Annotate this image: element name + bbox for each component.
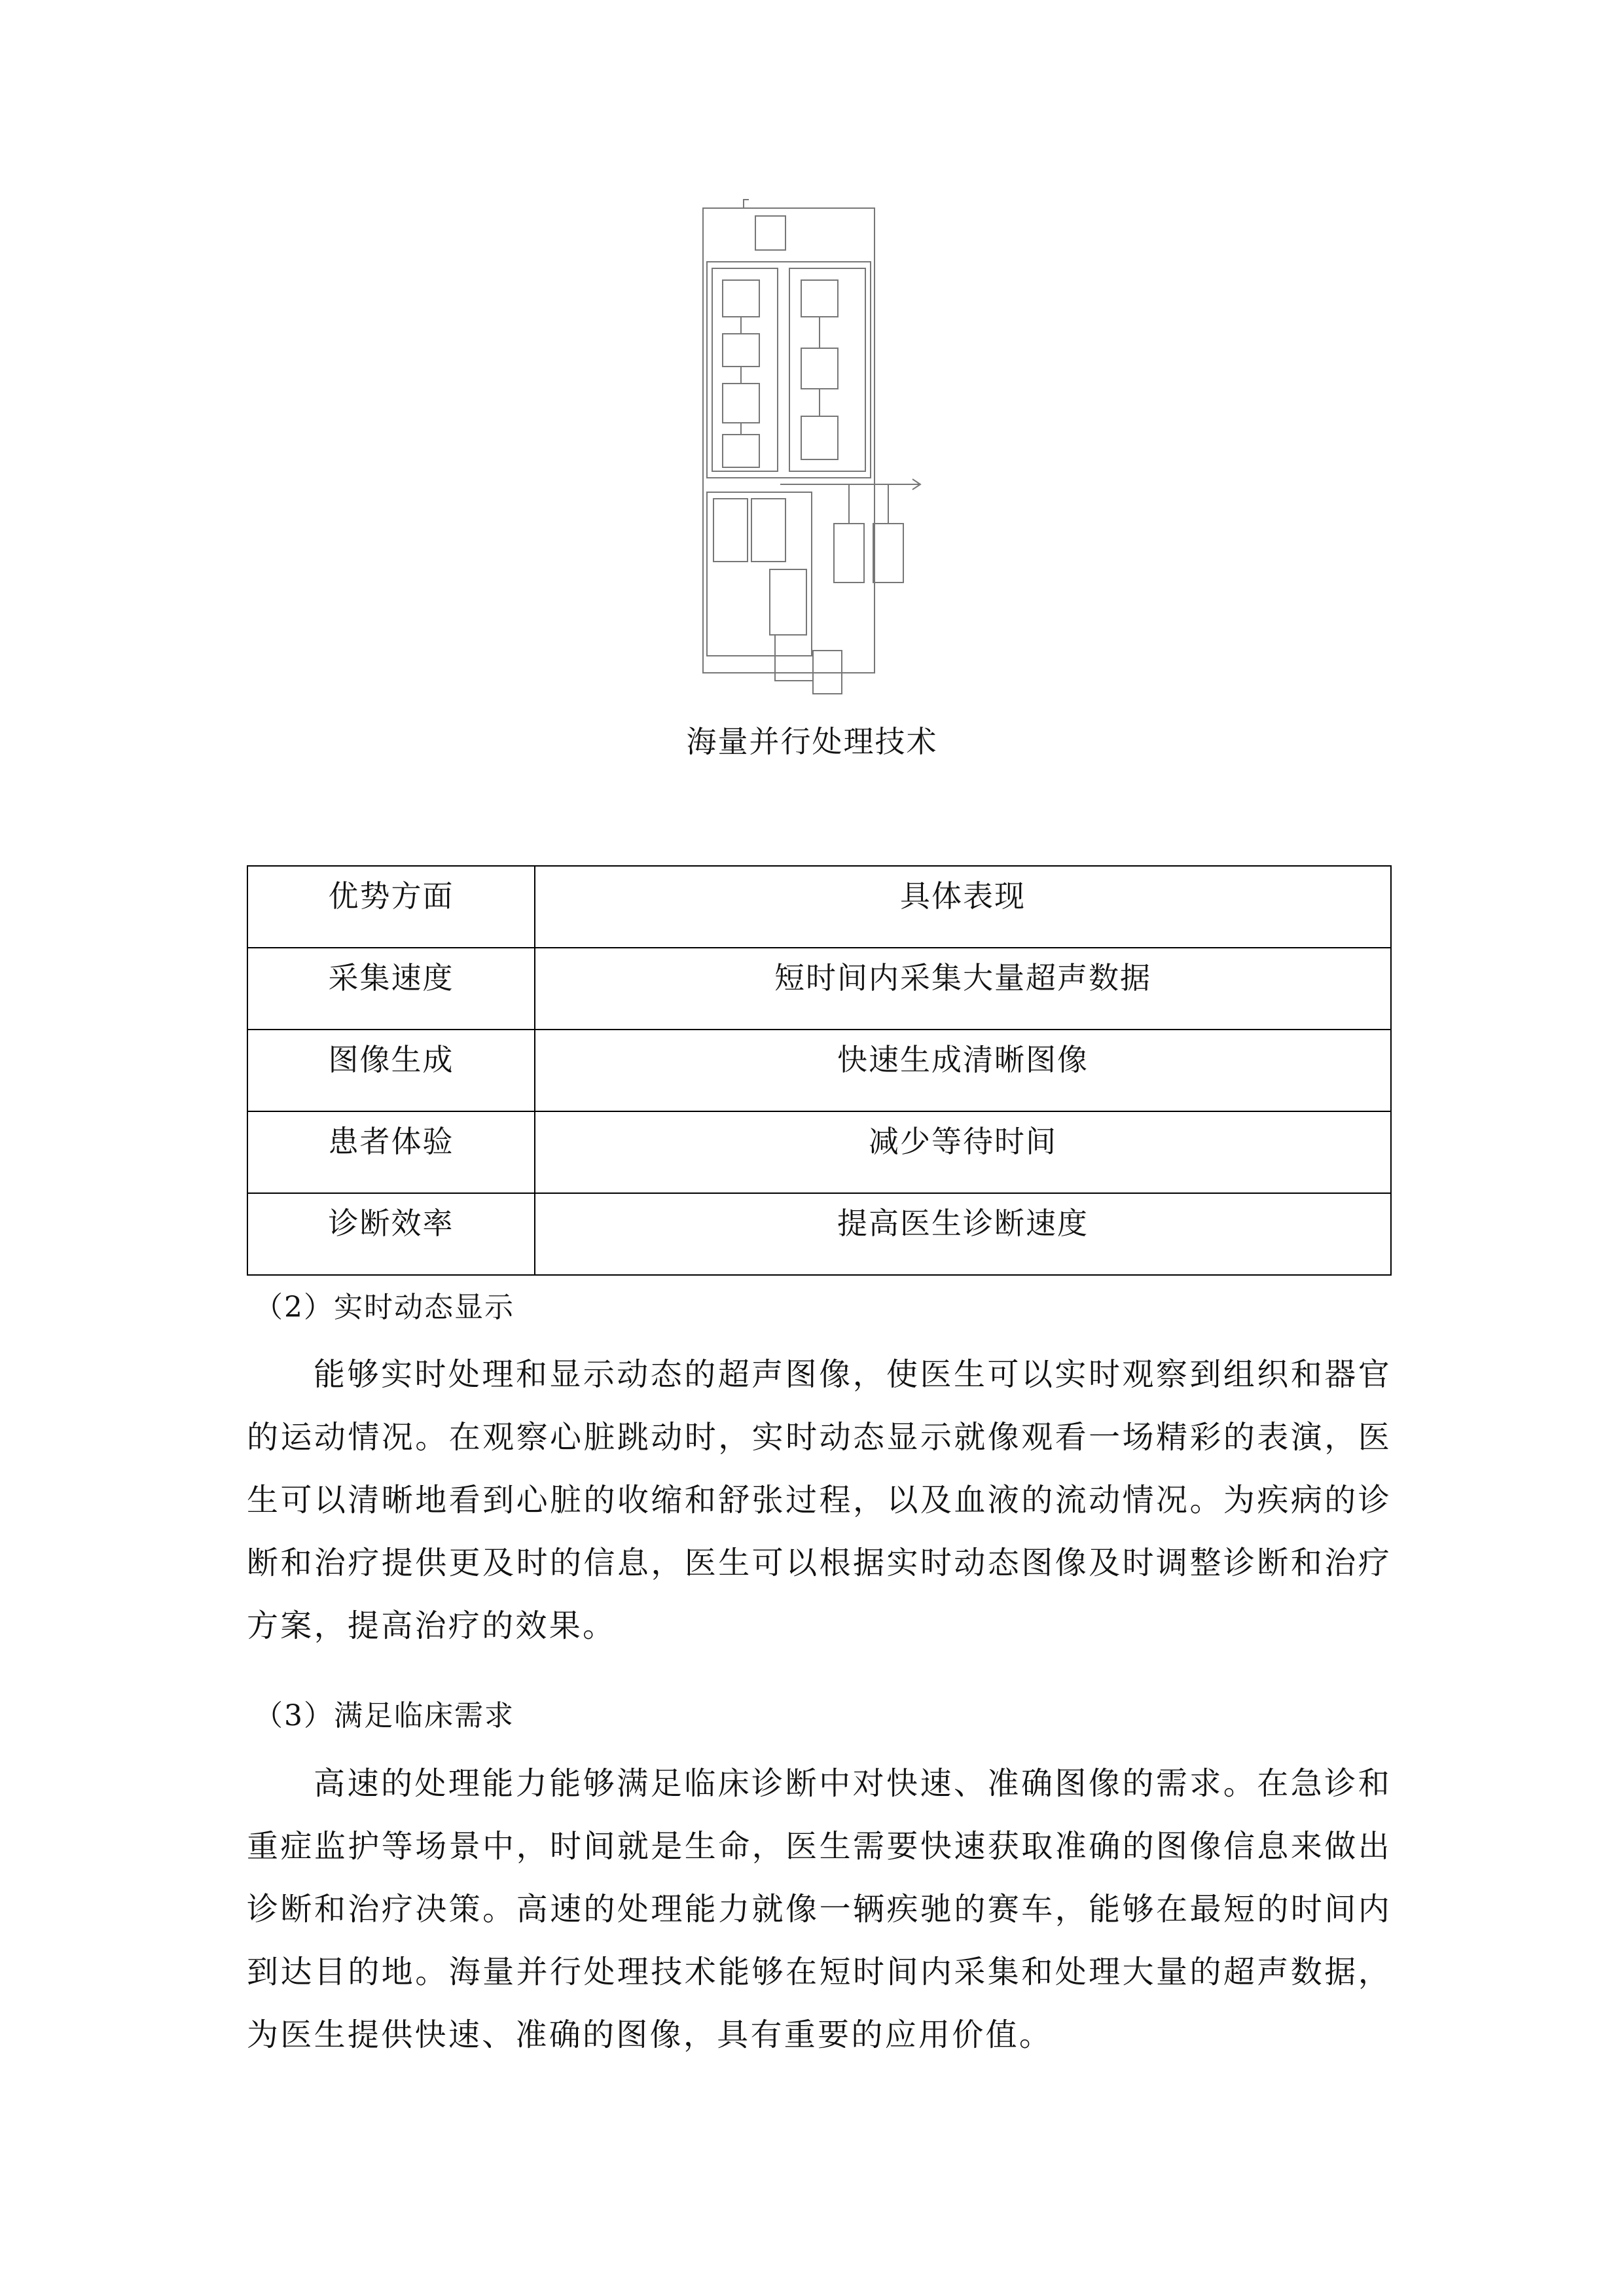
header-cell-aspect: 优势方面 xyxy=(328,878,454,914)
side-links xyxy=(849,484,888,524)
probe-connector xyxy=(744,200,749,208)
block-b3 xyxy=(770,569,806,635)
table-row xyxy=(247,1111,1391,1193)
output-link xyxy=(775,635,813,681)
lower-module xyxy=(707,492,812,656)
block-l4 xyxy=(723,435,759,467)
advantages-table xyxy=(247,865,1392,1276)
section-paragraph-realtime: 能够实时处理和显示动态的超声图像，使医生可以实时观察到组织和器官的运动情况。在观察心脏跳动时，实时动态显示就像观看一场精彩的表演，医生可以清晰地看到心脏的收缩和舒张过程，以及血液的流动情况。为疾病的诊断和治疗提供更及时的信息，医生可以根据实时动态图像及时调整诊断和治疗方案，提高治疗的效果。 xyxy=(247,1356,1392,1644)
block-l2 xyxy=(723,334,759,367)
block-r3 xyxy=(801,416,838,459)
table-cell: 快速生成清晰图像 xyxy=(837,1042,1089,1077)
table-row xyxy=(247,1193,1391,1275)
block-r1 xyxy=(801,280,838,317)
table-cell: 诊断效率 xyxy=(328,1206,454,1241)
header-cell-detail: 具体表现 xyxy=(900,878,1026,914)
block-l1 xyxy=(723,280,759,317)
table-cell: 提高医生诊断速度 xyxy=(837,1206,1089,1241)
section-title-clinical: （3）满足临床需求 xyxy=(254,1699,514,1732)
block-diagram-figure xyxy=(696,196,933,708)
table-header-row xyxy=(247,866,1391,948)
side-block-1 xyxy=(834,524,864,583)
block-diagram xyxy=(696,196,933,708)
table-row xyxy=(247,948,1391,1030)
table-cell: 减少等待时间 xyxy=(869,1124,1057,1159)
table-cell: 图像生成 xyxy=(328,1042,454,1077)
figure-caption: 海量并行处理技术 xyxy=(686,724,938,759)
table-cell: 短时间内采集大量超声数据 xyxy=(774,960,1151,996)
block-l3 xyxy=(723,384,759,423)
side-block-2 xyxy=(873,524,903,583)
table-cell: 患者体验 xyxy=(328,1124,454,1159)
section-paragraph-clinical: 高速的处理能力能够满足临床诊断中对快速、准确图像的需求。在急诊和重症监护等场景中，时间就是生命，医生需要快速获取准确的图像信息来做出诊断和治疗决策。高速的处理能力就像一辆疾驰的赛车，能够在最短的时间内到达目的地。海量并行处理技术能够在短时间内采集和处理大量的超声数据，为医生提供快速、准确的图像，具有重要的应用价值。 xyxy=(247,1765,1392,2053)
block-b1 xyxy=(713,499,748,562)
block-b2 xyxy=(751,499,785,562)
section-title-realtime: （2）实时动态显示 xyxy=(254,1291,514,1324)
table-row xyxy=(247,1030,1391,1111)
block-r2 xyxy=(801,348,838,389)
table-cell: 采集速度 xyxy=(328,960,454,996)
probe-box xyxy=(755,216,785,250)
